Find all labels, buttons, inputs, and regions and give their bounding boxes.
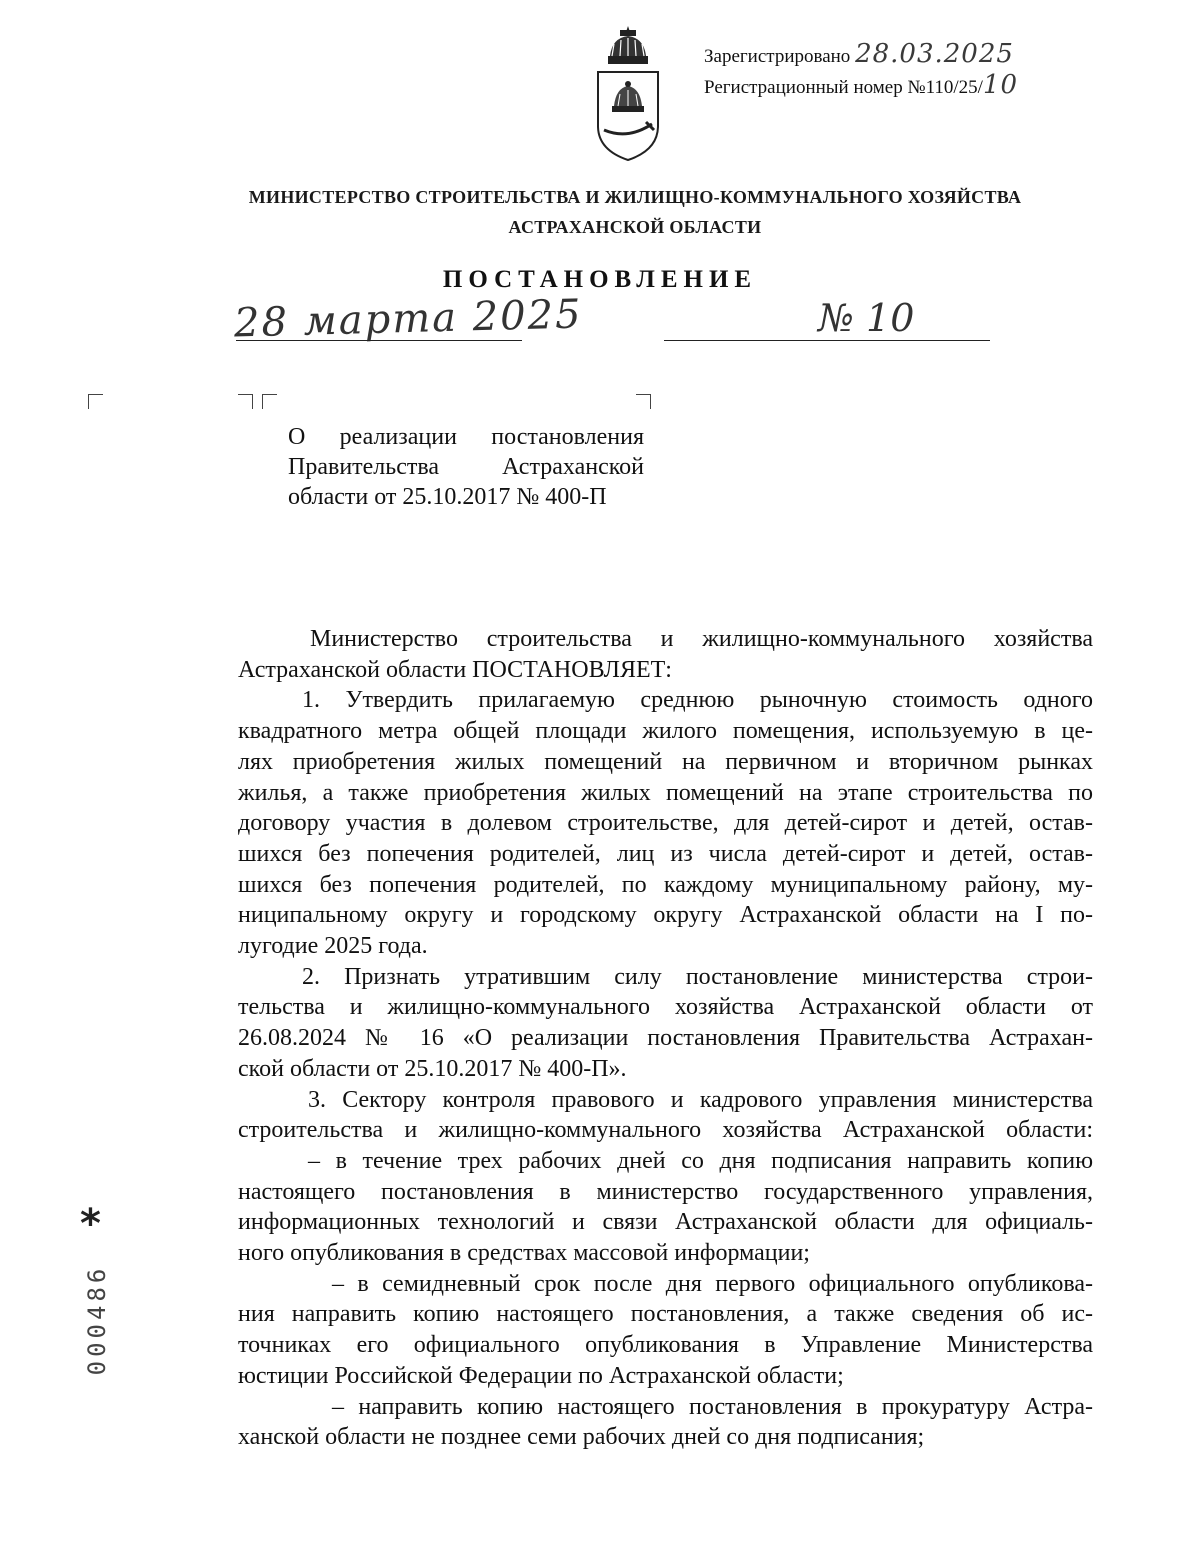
body-line: – в семидневный срок после дня первого официального опубликова- xyxy=(332,1270,1093,1297)
subject-line: Правительства Астраханской xyxy=(288,454,644,480)
body-line: ного опубликования в средствах массовой информации; xyxy=(238,1240,810,1267)
body-line: юстиции Российской Федерации по Астраханской области; xyxy=(238,1362,844,1389)
body-line: тельства и жилищно-коммунального хозяйства Астраханской области от xyxy=(238,994,1093,1021)
margin-asterisk: * xyxy=(80,1201,101,1247)
registration-line-1 xyxy=(704,40,1018,71)
body-line: 26.08.2024 № 16 «О реализации постановления Правительства Астрахан- xyxy=(238,1025,1093,1052)
corner-mark-subject-right xyxy=(636,394,651,409)
body-line: – направить копию настоящего постановления в прокуратуру Астра- xyxy=(332,1393,1093,1420)
date-underline xyxy=(236,340,522,341)
body-line: 2. Признать утратившим силу постановление министерства строи- xyxy=(302,963,1093,990)
corner-mark-left xyxy=(88,394,103,409)
document-type-title: ПОСТАНОВЛЕНИЕ xyxy=(442,266,758,293)
coat-of-arms-emblem xyxy=(592,26,664,162)
registration-label: Зарегистрировано xyxy=(704,46,851,67)
ministry-header xyxy=(150,182,1120,242)
body-line: информационных технологий и связи Астраханской области для официаль- xyxy=(238,1209,1093,1236)
body-line: ниципальному округу и городскому округу Астраханской области на I по- xyxy=(238,902,1093,929)
body-line: шихся без попечения родителей, по каждому муниципальному району, му- xyxy=(238,871,1093,898)
body-line: строительства и жилищно-коммунального хозяйства Астраханской области: xyxy=(238,1117,1093,1144)
ministry-line-2: АСТРАХАНСКОЙ ОБЛАСТИ xyxy=(508,217,762,237)
number-underline xyxy=(664,340,990,341)
handwritten-date: 28 марта 2025 xyxy=(233,291,584,347)
registration-line-2 xyxy=(704,71,1018,102)
document-body xyxy=(238,624,1093,1453)
body-line: 1. Утвердить прилагаемую среднюю рыночную стоимость одного xyxy=(302,687,1093,714)
body-line: жилья, а также приобретения жилых помещений на этапе строительства по xyxy=(238,779,1093,806)
body-line: лях приобретения жилых помещений на первичном и вторичном рынках xyxy=(238,748,1093,775)
registration-date-handwritten: 28.03.2025 xyxy=(855,39,1014,69)
subject-line: О реализации постановления xyxy=(288,424,644,450)
body-line: ханской области не позднее семи рабочих дней со дня подписания; xyxy=(238,1424,925,1451)
handwritten-number: № 10 xyxy=(818,296,915,340)
body-line: 3. Сектору контроля правового и кадрового управления министерства xyxy=(308,1086,1093,1113)
body-line: квадратного метра общей площади жилого помещения, используемую в це- xyxy=(238,718,1093,745)
body-line: точниках его официального опубликования в Управление Министерства xyxy=(238,1332,1093,1359)
subject-line: области от 25.10.2017 № 400-П xyxy=(288,484,607,510)
registration-number-handwritten: 10 xyxy=(982,70,1019,100)
registration-number-label: Регистрационный номер №110/25/ xyxy=(704,77,983,98)
body-line: Министерство строительства и жилищно-коммунального хозяйства xyxy=(310,626,1093,652)
body-line: шихся без попечения родителей, лиц из числа детей-сирот и детей, остав- xyxy=(238,840,1093,867)
registration-stamp xyxy=(704,40,1018,102)
body-line: ния направить копию настоящего постановления, а также сведения об ис- xyxy=(238,1301,1093,1328)
ministry-line-1: МИНИСТЕРСТВО СТРОИТЕЛЬСТВА И ЖИЛИЩНО-КОММУНАЛЬНОГО ХОЗЯЙСТВА xyxy=(248,187,1022,207)
body-line: лугодие 2025 года. xyxy=(238,933,428,960)
margin-serial-number: 000486 xyxy=(83,1264,111,1376)
body-line: – в течение трех рабочих дней со дня подписания направить копию xyxy=(308,1147,1093,1174)
document-subject xyxy=(288,422,644,512)
body-line: ской области от 25.10.2017 № 400-П». xyxy=(238,1055,627,1082)
corner-mark-subject-left-a xyxy=(238,394,253,409)
body-line: Астраханской области ПОСТАНОВЛЯЕТ: xyxy=(238,656,672,683)
body-line: договору участия в долевом строительстве, для детей-сирот и детей, остав- xyxy=(238,810,1093,837)
corner-mark-subject-left-b xyxy=(262,394,277,409)
body-line: настоящего постановления в министерство государственного управления, xyxy=(238,1178,1093,1205)
